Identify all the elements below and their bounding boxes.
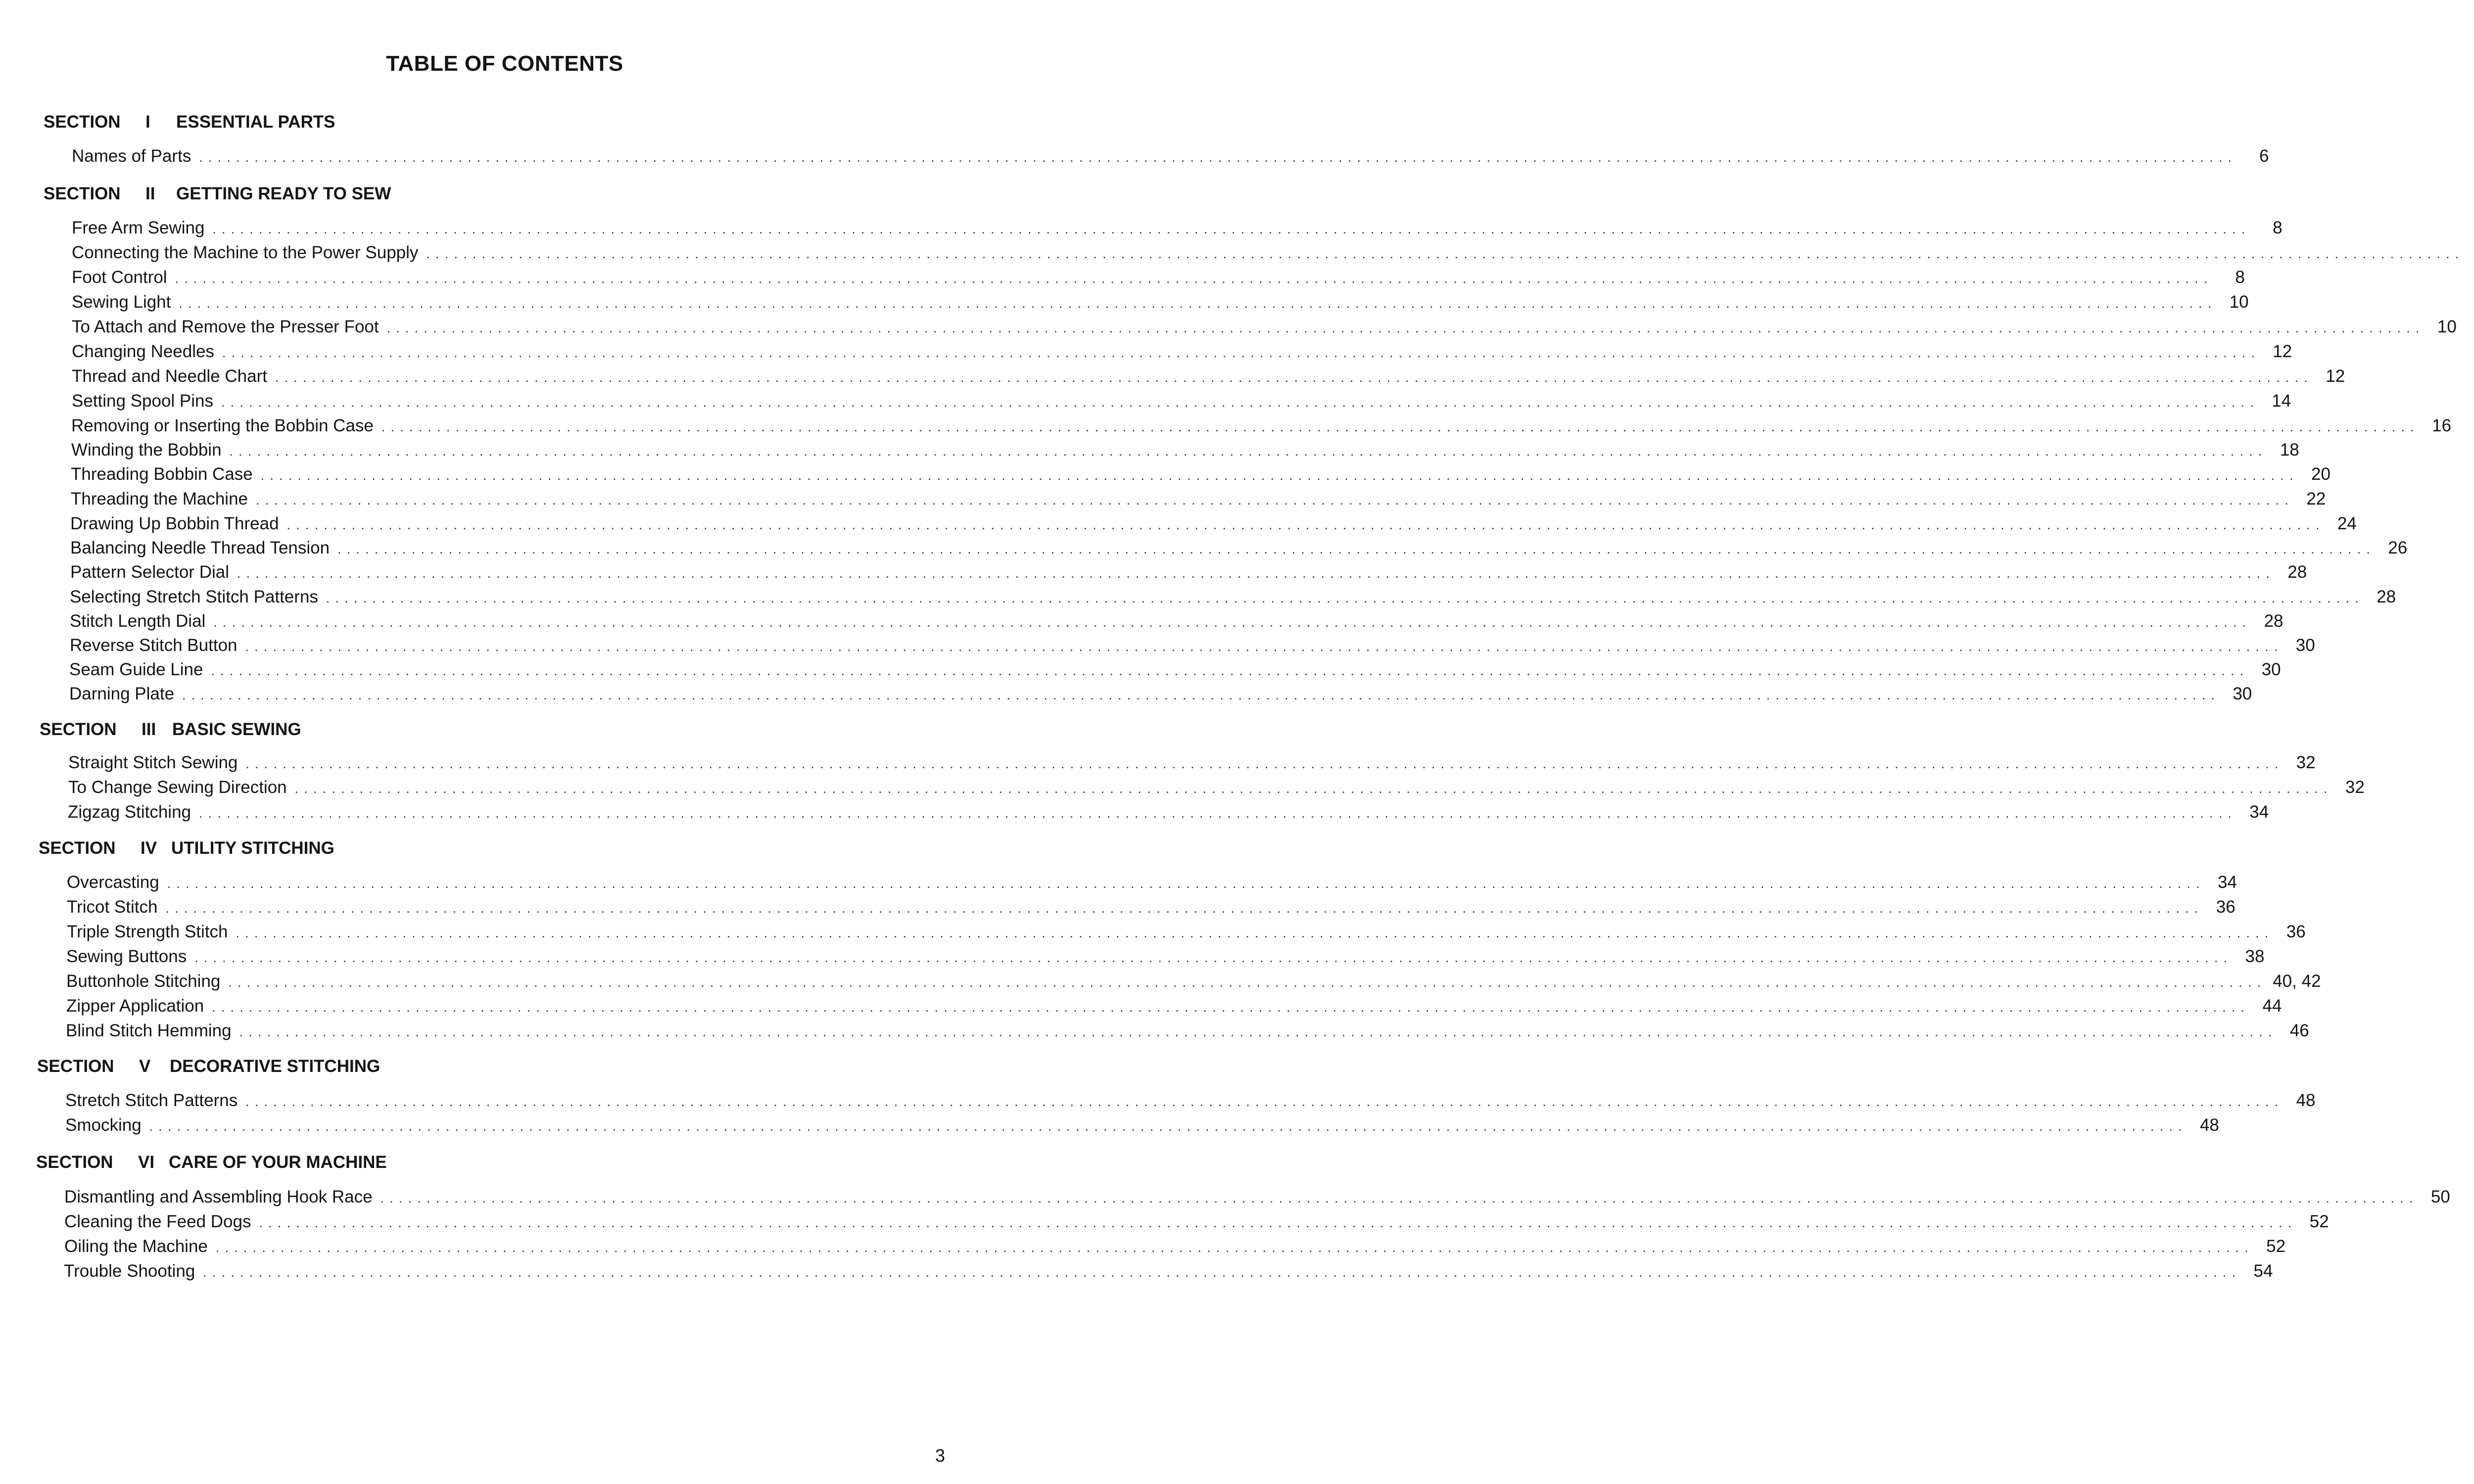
toc-entry (68, 802, 2269, 826)
entry-label: Changing Needles (72, 342, 214, 361)
entry-page: 26 (2388, 538, 2408, 557)
section-heading-2 (44, 184, 391, 204)
entry-page: 50 (2430, 1187, 2450, 1206)
entry-label: Cleaning the Feed Dogs (64, 1212, 251, 1231)
dot-leader: ............................................................................................................................................................................................................................ (245, 639, 2284, 654)
dot-leader: ............................................................................................................................................................................................................................ (212, 1000, 2250, 1015)
section-heading-5 (37, 1057, 380, 1076)
entry-page: 30 (2295, 636, 2315, 655)
entry-page: 12 (2273, 342, 2292, 361)
dot-leader: ............................................................................................................................................................................................................................ (236, 926, 2274, 940)
entry-page: 52 (2266, 1237, 2286, 1256)
entry-page: 36 (2216, 897, 2236, 917)
entry-label: Triple Strength Stitch (67, 922, 228, 941)
section-numeral: II (145, 184, 155, 203)
toc-entry (68, 778, 2365, 801)
toc-entry (64, 1261, 2273, 1285)
dot-leader: ............................................................................................................................................................................................................................ (259, 1215, 2297, 1230)
dot-leader: ............................................................................................................................................................................................................................ (239, 1024, 2278, 1039)
toc-entry (64, 1212, 2329, 1236)
dot-leader: ............................................................................................................................................................................................................................ (337, 542, 2376, 556)
entry-label: Seam Guide Line (69, 660, 203, 679)
dot-leader: ............................................................................................................................................................................................................................ (211, 663, 2249, 678)
section-label: SECTION (37, 1057, 114, 1076)
toc-entry (72, 292, 2249, 316)
entry-label: Stretch Stitch Patterns (65, 1091, 238, 1110)
entry-label: To Attach and Remove the Presser Foot (72, 317, 379, 336)
dot-leader: ............................................................................................................................................................................................................................ (245, 1094, 2284, 1109)
dot-leader: ............................................................................................................................................................................................................................ (386, 321, 2425, 335)
entry-label: Winding the Bobbin (71, 440, 222, 460)
section-numeral: V (139, 1057, 151, 1076)
dot-leader: ............................................................................................................................................................................................................................ (222, 345, 2261, 360)
dot-leader: ............................................................................................................................................................................................................................ (149, 1119, 2188, 1134)
dot-leader: ............................................................................................................................................................................................................................ (275, 370, 2314, 385)
entry-page: 38 (2245, 947, 2265, 966)
dot-leader: ............................................................................................................................................................................................................................ (326, 591, 2365, 605)
entry-page: 40, 42 (2273, 972, 2321, 991)
dot-leader: ............................................................................................................................................................................................................................ (179, 296, 2217, 311)
entry-page: 6 (2259, 146, 2269, 166)
dot-leader: ............................................................................................................................................................................................................................ (426, 246, 2465, 261)
dot-leader: ............................................................................................................................................................................................................................ (245, 756, 2284, 771)
toc-entry (72, 268, 2245, 291)
entry-page: 18 (2280, 440, 2299, 460)
entry-label: Free Arm Sewing (72, 218, 205, 237)
toc-entry (66, 972, 2321, 995)
entry-page: 10 (2437, 317, 2457, 336)
entry-label: Oiling the Machine (64, 1237, 208, 1256)
dot-leader: ............................................................................................................................................................................................................................ (165, 901, 2204, 916)
entry-page: 12 (2326, 367, 2345, 386)
entry-page: 34 (2218, 873, 2237, 892)
entry-label: Names of Parts (72, 146, 191, 166)
entry-page: 54 (2253, 1261, 2273, 1281)
toc-entry (71, 416, 2452, 440)
toc-entry (72, 391, 2291, 415)
entry-label: Zigzag Stitching (68, 802, 191, 822)
entry-label: To Change Sewing Direction (68, 778, 287, 797)
entry-page (2465, 243, 2474, 263)
entry-label: Selecting Stretch Stitch Patterns (70, 587, 318, 606)
entry-page: 48 (2296, 1091, 2316, 1110)
toc-entry (70, 636, 2315, 659)
entry-page: 8 (2235, 268, 2245, 287)
entry-label: Smocking (65, 1115, 142, 1135)
dot-leader: ............................................................................................................................................................................................................................ (215, 1240, 2254, 1255)
entry-page: 32 (2296, 753, 2316, 772)
entry-page: 24 (2337, 514, 2357, 533)
dot-leader: ............................................................................................................................................................................................................................ (194, 950, 2233, 965)
dot-leader: ............................................................................................................................................................................................................................ (286, 517, 2325, 532)
entry-page: 22 (2306, 489, 2326, 509)
entry-page: 16 (2432, 416, 2452, 435)
dot-leader: ............................................................................................................................................................................................................................ (182, 688, 2221, 702)
toc-entry (70, 562, 2307, 586)
section-numeral: VI (138, 1153, 155, 1172)
entry-page: 14 (2272, 391, 2291, 411)
section-numeral: III (142, 720, 156, 739)
toc-entry (68, 753, 2316, 777)
toc-entry (66, 1021, 2309, 1045)
entry-page: 32 (2345, 778, 2365, 797)
section-title: ESSENTIAL PARTS (176, 112, 335, 132)
entry-label: Buttonhole Stitching (66, 972, 221, 991)
toc-entry (67, 922, 2306, 946)
dot-leader: ............................................................................................................................................................................................................................ (294, 781, 2333, 796)
dot-leader: ............................................................................................................................................................................................................................ (212, 222, 2251, 236)
section-numeral: I (145, 112, 150, 132)
entry-label: Darning Plate (69, 684, 175, 703)
section-label: SECTION (36, 1153, 113, 1172)
section-title: DECORATIVE STITCHING (170, 1057, 381, 1076)
entry-label: Zipper Application (66, 996, 204, 1016)
toc-entry (67, 873, 2237, 896)
dot-leader: ............................................................................................................................................................................................................................ (199, 150, 2237, 165)
toc-entry (72, 146, 2269, 170)
toc-entry (65, 1115, 2219, 1139)
dot-leader: ............................................................................................................................................................................................................................ (213, 615, 2252, 630)
entry-label: Sewing Buttons (66, 947, 187, 966)
dot-leader: ............................................................................................................................................................................................................................ (167, 876, 2205, 891)
section-title: CARE OF YOUR MACHINE (169, 1153, 387, 1172)
section-heading-3 (40, 720, 301, 740)
entry-page: 28 (2264, 611, 2284, 631)
toc-entry (69, 684, 2252, 708)
toc-entry (70, 514, 2357, 538)
dot-leader: ............................................................................................................................................................................................................................ (221, 395, 2260, 410)
toc-entry (72, 243, 2465, 267)
toc-entry (71, 464, 2331, 488)
toc-entry (72, 367, 2345, 390)
entry-label: Connecting the Machine to the Power Supply (72, 243, 419, 262)
toc-entry (64, 1237, 2286, 1260)
toc-entry (71, 440, 2299, 464)
entry-label: Drawing Up Bobbin Thread (70, 514, 279, 533)
entry-page: 30 (2233, 684, 2252, 703)
dot-leader: ............................................................................................................................................................................................................................ (199, 806, 2237, 821)
toc-entry (70, 587, 2396, 611)
entry-page: 44 (2262, 996, 2282, 1016)
toc-entry (72, 218, 2283, 242)
entry-label: Removing or Inserting the Bobbin Case (71, 416, 374, 435)
toc-entry (71, 489, 2326, 513)
entry-label: Tricot Stitch (67, 897, 158, 917)
section-title: BASIC SEWING (172, 720, 301, 739)
toc-entry (72, 342, 2292, 366)
toc-entry (69, 660, 2281, 684)
section-heading-1 (44, 112, 335, 132)
entry-label: Setting Spool Pins (72, 391, 214, 411)
entry-page: 48 (2199, 1115, 2219, 1135)
section-label: SECTION (44, 184, 121, 203)
section-heading-4 (39, 838, 334, 858)
section-heading-6 (36, 1153, 387, 1172)
toc-entry (65, 1091, 2316, 1114)
section-title: GETTING READY TO SEW (176, 184, 391, 203)
entry-page: 36 (2286, 922, 2306, 941)
entry-page: 46 (2289, 1021, 2309, 1040)
entry-label: Threading Bobbin Case (71, 464, 253, 484)
entry-page: 34 (2249, 802, 2269, 822)
dot-leader: ............................................................................................................................................................................................................................ (380, 1191, 2419, 1206)
toc-entry (67, 897, 2236, 921)
page-number: 3 (935, 1445, 946, 1466)
entry-label: Stitch Length Dial (70, 611, 206, 631)
toc-entry (66, 947, 2265, 971)
entry-label: Thread and Needle Chart (72, 367, 267, 386)
entry-label: Foot Control (72, 268, 167, 287)
toc-entry (70, 538, 2408, 562)
entry-label: Pattern Selector Dial (70, 562, 229, 582)
toc-entry (72, 317, 2457, 341)
dot-leader: ............................................................................................................................................................................................................................ (381, 419, 2420, 434)
entry-label: Sewing Light (72, 292, 171, 312)
entry-label: Overcasting (67, 873, 159, 892)
dot-leader: ............................................................................................................................................................................................................................ (260, 468, 2299, 483)
entry-label: Dismantling and Assembling Hook Race (64, 1187, 373, 1206)
section-title: UTILITY STITCHING (171, 838, 334, 858)
dot-leader: ............................................................................................................................................................................................................................ (228, 975, 2267, 990)
section-numeral: IV (141, 838, 157, 858)
entry-label: Threading the Machine (71, 489, 248, 509)
entry-page: 20 (2311, 464, 2331, 484)
entry-page: 8 (2273, 218, 2283, 237)
entry-label: Straight Stitch Sewing (68, 753, 238, 772)
dot-leader: ............................................................................................................................................................................................................................ (229, 444, 2268, 459)
entry-label: Balancing Needle Thread Tension (70, 538, 330, 557)
entry-page: 28 (2287, 562, 2307, 582)
toc-entry (64, 1187, 2450, 1211)
dot-leader: ............................................................................................................................................................................................................................ (175, 271, 2213, 286)
section-label: SECTION (39, 838, 116, 858)
section-label: SECTION (44, 112, 121, 132)
entry-page: 28 (2377, 587, 2396, 606)
entry-page: 10 (2229, 292, 2249, 312)
dot-leader: ............................................................................................................................................................................................................................ (256, 493, 2294, 508)
dot-leader: ............................................................................................................................................................................................................................ (237, 566, 2276, 581)
toc-entry (70, 611, 2284, 635)
entry-page: 52 (2309, 1212, 2329, 1231)
page-title: TABLE OF CONTENTS (386, 51, 623, 76)
toc-entry (66, 996, 2282, 1020)
entry-label: Blind Stitch Hemming (66, 1021, 232, 1040)
entry-label: Reverse Stitch Button (70, 636, 238, 655)
section-label: SECTION (40, 720, 117, 739)
entry-page: 30 (2261, 660, 2281, 679)
dot-leader: ............................................................................................................................................................................................................................ (203, 1265, 2241, 1280)
entry-label: Trouble Shooting (64, 1261, 195, 1281)
